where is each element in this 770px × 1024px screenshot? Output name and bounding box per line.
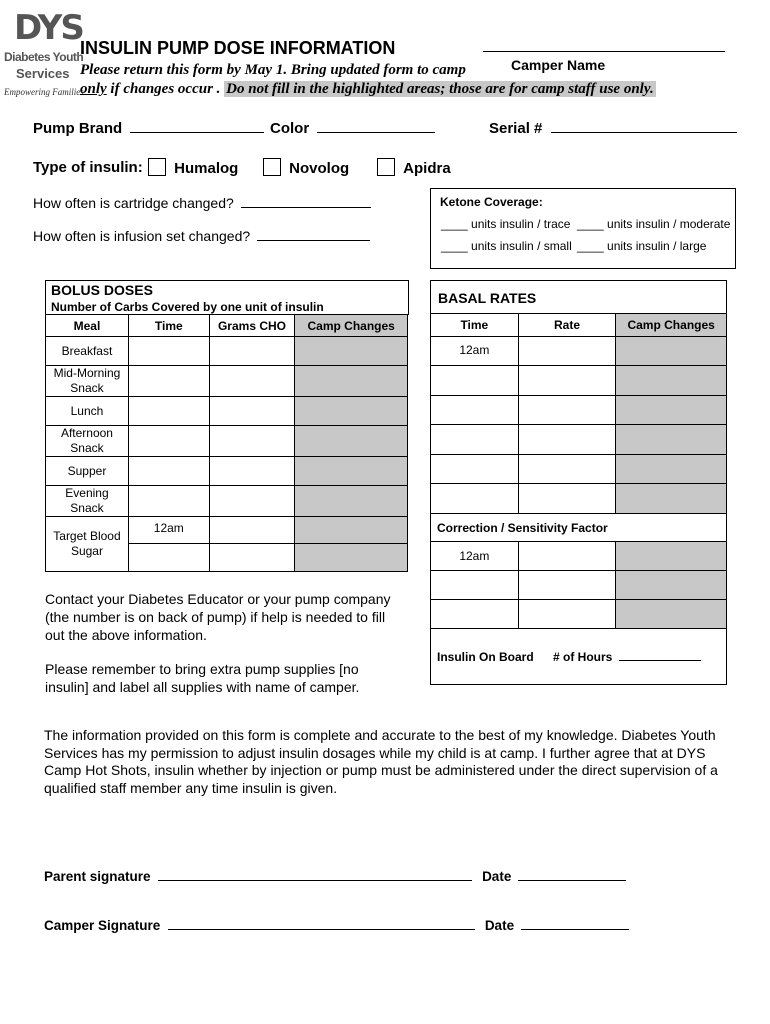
infusion-question xyxy=(33,228,370,244)
bolus-col-grams: Grams CHO xyxy=(209,315,295,337)
infusion-field[interactable] xyxy=(257,240,370,241)
parent-date-label: Date xyxy=(482,869,512,884)
camper-signature-field[interactable] xyxy=(168,929,475,930)
insulin-type-label: Type of insulin: xyxy=(33,159,143,176)
camper-name-label: Camper Name xyxy=(511,57,606,73)
table-row xyxy=(46,517,408,544)
rate-cell[interactable] xyxy=(518,366,616,396)
correction-row xyxy=(431,514,727,542)
insulin-on-board-row xyxy=(431,629,727,685)
instructions-only: only xyxy=(80,81,107,97)
camper-date-field[interactable] xyxy=(521,929,629,930)
rate-cell[interactable] xyxy=(518,600,616,629)
ketone-title: Ketone Coverage: xyxy=(440,195,543,209)
camper-name-line[interactable] xyxy=(483,51,725,52)
time-cell[interactable] xyxy=(128,397,209,426)
camper-signature-label: Camper Signature xyxy=(44,918,161,933)
table-row xyxy=(46,426,408,457)
contact-para-1: Contact your Diabetes Educator or your pump company (the number is on back of pump) if help is needed to fill out the above information. xyxy=(45,591,391,643)
serial-row xyxy=(489,120,737,137)
camp-changes-cell xyxy=(295,517,408,544)
cartridge-question xyxy=(33,195,371,211)
table-row xyxy=(431,425,727,455)
meal-supper: Supper xyxy=(46,457,129,486)
camp-changes-cell xyxy=(616,396,727,425)
camper-date-label: Date xyxy=(484,918,515,933)
table-row xyxy=(431,366,727,396)
grams-cell[interactable] xyxy=(209,366,295,397)
pump-brand-field[interactable] xyxy=(130,132,264,133)
apidra-option[interactable] xyxy=(377,158,451,177)
time-cell[interactable] xyxy=(431,425,519,455)
target-time-cell: 12am xyxy=(128,517,209,544)
logo-line1: Diabetes Youth xyxy=(4,50,84,64)
basal-title: BASAL RATES xyxy=(438,290,537,306)
time-cell[interactable] xyxy=(431,600,519,629)
bolus-col-time: Time xyxy=(128,315,209,337)
camp-changes-cell xyxy=(616,366,727,396)
logo-tagline: Empowering Families xyxy=(4,87,84,97)
rate-cell[interactable] xyxy=(518,484,616,514)
basal-col-time: Time xyxy=(431,314,519,337)
table-row xyxy=(431,484,727,514)
insulin-on-board-cell xyxy=(431,629,727,685)
insulin-on-board-label: Insulin On Board xyxy=(437,649,534,664)
grams-cell[interactable] xyxy=(209,486,295,517)
meal-evening-snack-label: Evening Snack xyxy=(65,486,109,515)
camp-changes-cell xyxy=(295,426,408,457)
table-row xyxy=(46,397,408,426)
table-row xyxy=(431,600,727,629)
camp-changes-cell xyxy=(295,457,408,486)
serial-field[interactable] xyxy=(551,132,737,133)
correction-time: 12am xyxy=(431,542,519,571)
time-cell[interactable] xyxy=(128,457,209,486)
table-row xyxy=(431,337,727,366)
rate-cell[interactable] xyxy=(518,337,616,366)
pump-brand-row xyxy=(33,120,264,137)
rate-cell[interactable] xyxy=(518,571,616,600)
instructions-highlight: Do not fill in the highlighted areas; those are for camp staff use only. xyxy=(226,81,654,97)
logo xyxy=(4,8,84,100)
color-label: Color xyxy=(270,120,310,137)
bolus-subtitle: Number of Carbs Covered by one unit of insulin xyxy=(51,300,324,314)
camp-changes-cell xyxy=(295,544,408,572)
bolus-title: BOLUS DOSES xyxy=(51,282,153,298)
camp-changes-cell xyxy=(616,484,727,514)
camp-changes-cell xyxy=(616,600,727,629)
logo-letters: DYS xyxy=(14,8,83,48)
camp-changes-cell xyxy=(295,397,408,426)
time-cell[interactable] xyxy=(128,426,209,457)
table-row xyxy=(46,457,408,486)
meal-evening-snack xyxy=(46,486,129,517)
grams-cell[interactable] xyxy=(209,426,295,457)
meal-mid-morning-snack-label: Mid-Morning Snack xyxy=(53,366,121,395)
apidra-checkbox[interactable] xyxy=(377,158,395,176)
bolus-header-box xyxy=(45,280,409,315)
table-row xyxy=(46,366,408,397)
table-row xyxy=(431,571,727,600)
hours-field[interactable] xyxy=(619,660,701,661)
infusion-label: How often is infusion set changed? xyxy=(33,228,251,244)
table-row xyxy=(46,337,408,366)
camp-changes-cell xyxy=(295,486,408,517)
rate-cell[interactable] xyxy=(518,396,616,425)
camp-changes-cell xyxy=(616,571,727,600)
serial-label: Serial # xyxy=(489,120,543,137)
camp-changes-cell xyxy=(295,366,408,397)
correction-title: Correction / Sensitivity Factor xyxy=(431,514,727,542)
table-row xyxy=(431,396,727,425)
basal-table xyxy=(430,313,727,685)
page-title: INSULIN PUMP DOSE INFORMATION xyxy=(80,38,396,58)
parent-signature-row xyxy=(44,869,626,884)
humalog-option[interactable] xyxy=(148,158,238,177)
ketone-box xyxy=(430,188,736,269)
basal-col-camp-changes: Camp Changes xyxy=(616,314,727,337)
time-cell[interactable] xyxy=(431,571,519,600)
novolog-checkbox[interactable] xyxy=(263,158,281,176)
ketone-large[interactable]: ____ units insulin / large xyxy=(577,239,707,253)
target-blood-sugar xyxy=(46,517,129,572)
table-row xyxy=(431,455,727,484)
grams-cell[interactable] xyxy=(209,457,295,486)
grams-cell[interactable] xyxy=(209,337,295,366)
parent-signature-field[interactable] xyxy=(158,880,472,881)
logo-line2: Services xyxy=(16,66,70,81)
basal-first-time: 12am xyxy=(431,337,519,366)
meal-mid-morning-snack xyxy=(46,366,129,397)
meal-afternoon-snack xyxy=(46,426,129,457)
target-blood-sugar-label: Target Blood Sugar xyxy=(53,529,121,558)
hours-label: # of Hours xyxy=(553,649,613,664)
consent-statement: The information provided on this form is complete and accurate to the best of my knowledge. Diabetes Youth Services has my permission to adjust insulin dosages while my child is at camp. I further agree that at DYS Camp Hot Shots, insulin whether by injection or pump must be administered under the direct supervision of a qualified staff member any time insulin is given. xyxy=(44,727,718,796)
rate-cell[interactable] xyxy=(518,425,616,455)
camp-changes-cell xyxy=(616,542,727,571)
table-row xyxy=(46,486,408,517)
grams-cell[interactable] xyxy=(209,517,295,544)
camp-changes-cell xyxy=(616,425,727,455)
novolog-label: Novolog xyxy=(289,160,350,177)
time-cell[interactable] xyxy=(128,366,209,397)
cartridge-label: How often is cartridge changed? xyxy=(33,195,234,211)
meal-lunch: Lunch xyxy=(46,397,129,426)
time-cell[interactable] xyxy=(431,396,519,425)
color-field[interactable] xyxy=(317,132,435,133)
humalog-label: Humalog xyxy=(174,160,239,177)
ketone-moderate[interactable]: ____ units insulin / moderate xyxy=(577,217,731,231)
camp-changes-cell xyxy=(616,337,727,366)
apidra-label: Apidra xyxy=(403,160,451,177)
ketone-small[interactable]: ____ units insulin / small xyxy=(441,239,572,253)
time-cell[interactable] xyxy=(128,544,209,572)
instructions-line1: Please return this form by May 1. Bring updated form to camp xyxy=(80,62,466,78)
pump-brand-label: Pump Brand xyxy=(33,120,123,137)
bolus-col-camp-changes: Camp Changes xyxy=(295,315,408,337)
grams-cell[interactable] xyxy=(209,397,295,426)
time-cell[interactable] xyxy=(128,337,209,366)
meal-afternoon-snack-label: Afternoon Snack xyxy=(60,426,113,455)
bolus-table xyxy=(45,314,408,572)
time-cell[interactable] xyxy=(128,486,209,517)
cartridge-field[interactable] xyxy=(241,207,371,208)
meal-breakfast: Breakfast xyxy=(46,337,129,366)
parent-signature-label: Parent signature xyxy=(44,869,151,884)
time-cell[interactable] xyxy=(431,484,519,514)
camp-changes-cell xyxy=(616,455,727,484)
table-row xyxy=(431,542,727,571)
contact-para-2: Please remember to bring extra pump supplies [no insulin] and label all supplies with name of camper. xyxy=(45,661,360,695)
novolog-option[interactable] xyxy=(263,158,349,177)
color-row xyxy=(270,120,435,137)
parent-date-field[interactable] xyxy=(518,880,626,881)
ketone-trace[interactable]: ____ units insulin / trace xyxy=(441,217,571,231)
humalog-checkbox[interactable] xyxy=(148,158,166,176)
rate-cell[interactable] xyxy=(518,542,616,571)
grams-cell[interactable] xyxy=(209,544,295,572)
basal-col-rate: Rate xyxy=(518,314,616,337)
camp-changes-cell xyxy=(295,337,408,366)
time-cell[interactable] xyxy=(431,366,519,396)
basal-header-box xyxy=(430,280,727,314)
bolus-col-meal: Meal xyxy=(46,315,129,337)
rate-cell[interactable] xyxy=(518,455,616,484)
instructions-mid: if changes occur . xyxy=(106,81,225,97)
camper-signature-row xyxy=(44,918,629,933)
instructions-line2 xyxy=(80,81,656,98)
time-cell[interactable] xyxy=(431,455,519,484)
